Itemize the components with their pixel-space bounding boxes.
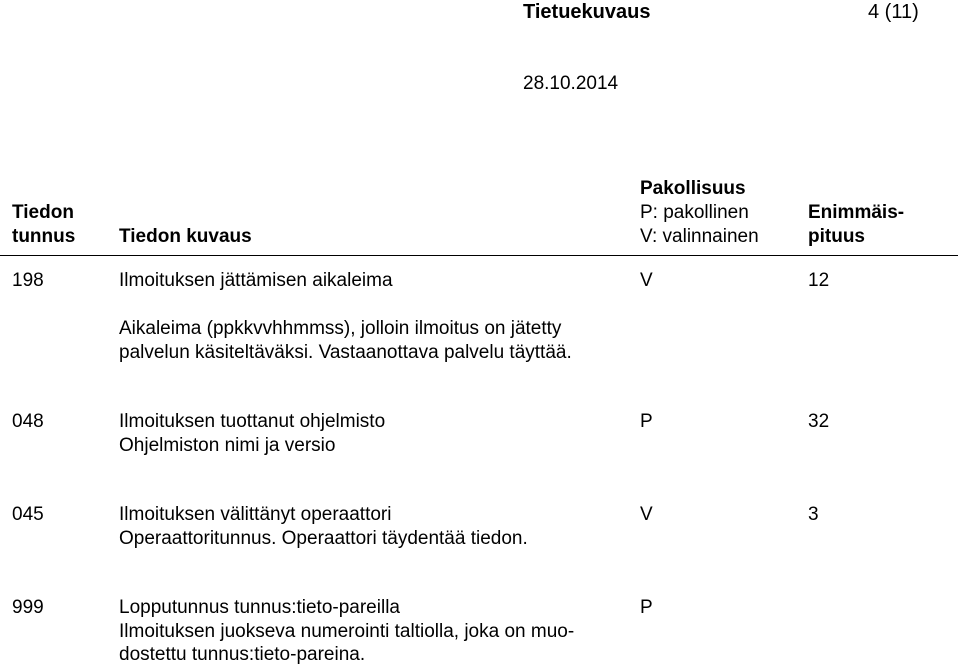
field-description: palvelun käsiteltäväksi. Vastaanottava palvelu täyttää. [119,342,572,363]
field-name: Ilmoituksen jättämisen aikaleima [119,270,393,291]
column-header-pituus: Enimmäis- [808,202,905,223]
field-max-length: 32 [808,411,830,432]
field-max-length: 12 [808,270,830,291]
field-description: Ilmoituksen juokseva numerointi taltiolla, joka on muo- [119,621,575,642]
document-date: 28.10.2014 [523,73,619,94]
field-id: 198 [12,270,44,291]
field-requirement: P [640,597,653,618]
field-description: Operaattoritunnus. Operaattori täydentää tiedon. [119,528,528,549]
field-id: 999 [12,597,44,618]
field-id: 048 [12,411,44,432]
field-description: dostettu tunnus:tieto-pareina. [119,644,366,665]
column-header-pakollisuus-v: V: valinnainen [640,226,759,247]
field-max-length: 3 [808,504,819,525]
field-description: Aikaleima (ppkkvvhhmmss), jolloin ilmoitus on jätetty [119,318,562,339]
field-requirement: V [640,270,653,291]
header-divider [0,255,958,256]
field-description: Ohjelmiston nimi ja versio [119,435,336,456]
column-header-pakollisuus-p: P: pakollinen [640,202,749,223]
field-id: 045 [12,504,44,525]
field-requirement: V [640,504,653,525]
column-header-tunnus: tunnus [12,226,76,247]
column-header-pakollisuus: Pakollisuus [640,178,746,199]
field-name: Ilmoituksen tuottanut ohjelmisto [119,411,386,432]
column-header-tunnus: Tiedon [12,202,74,223]
field-name: Lopputunnus tunnus:tieto-pareilla [119,597,400,618]
column-header-kuvaus: Tiedon kuvaus [119,226,252,247]
field-name: Ilmoituksen välittänyt operaattori [119,504,392,525]
document-title: Tietuekuvaus [523,1,651,23]
column-header-pituus: pituus [808,226,865,247]
field-requirement: P [640,411,653,432]
page-number: 4 (11) [868,1,919,23]
